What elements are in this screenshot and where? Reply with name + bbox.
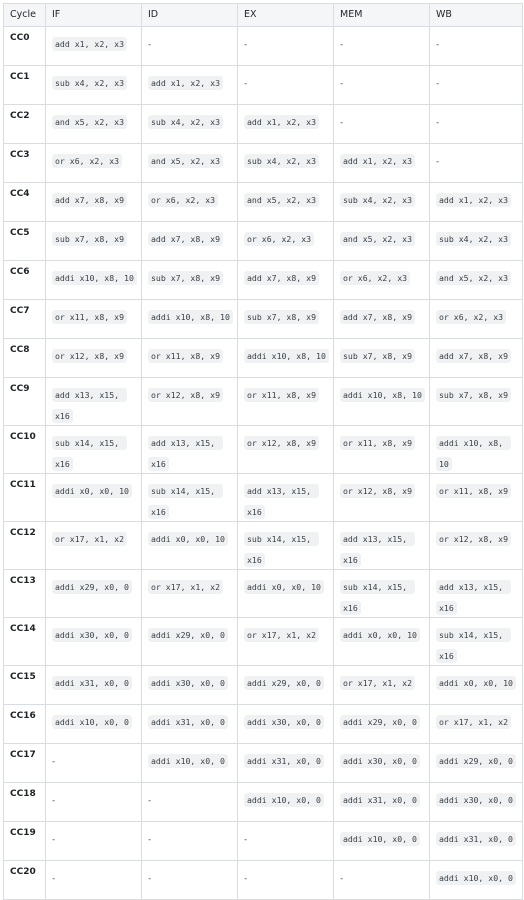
stage-cell-id bbox=[142, 783, 238, 822]
empty-stage: - bbox=[244, 79, 248, 89]
cycle-cell: CC5 bbox=[4, 222, 46, 261]
stage-cell-ex bbox=[238, 618, 334, 666]
stage-cell-ex bbox=[238, 183, 334, 222]
stage-cell-mem bbox=[334, 105, 430, 144]
empty-stage: - bbox=[52, 835, 56, 845]
stage-cell-ex bbox=[238, 426, 334, 474]
stage-cell-id bbox=[142, 300, 238, 339]
stage-cell-wb bbox=[430, 666, 523, 705]
instruction-code: sub x7, x8, x9 bbox=[436, 388, 511, 402]
table-row bbox=[4, 666, 523, 705]
stage-cell-if bbox=[46, 783, 142, 822]
cycle-cell: CC2 bbox=[4, 105, 46, 144]
instruction-code: or x11, x8, x9 bbox=[340, 436, 415, 450]
instruction-code: and x5, x2, x3 bbox=[340, 232, 415, 246]
empty-stage: - bbox=[436, 40, 440, 50]
stage-cell-mem bbox=[334, 222, 430, 261]
cycle-cell: CC8 bbox=[4, 339, 46, 378]
stage-cell-id bbox=[142, 105, 238, 144]
stage-cell-mem bbox=[334, 705, 430, 744]
instruction-code: add x13, x15, x16 bbox=[52, 388, 127, 423]
stage-cell-id bbox=[142, 744, 238, 783]
stage-cell-id bbox=[142, 822, 238, 861]
stage-cell-mem bbox=[334, 783, 430, 822]
empty-stage: - bbox=[52, 874, 56, 884]
instruction-code: add x1, x2, x3 bbox=[52, 37, 127, 51]
cycle-cell: CC4 bbox=[4, 183, 46, 222]
stage-cell-mem bbox=[334, 618, 430, 666]
stage-cell-if bbox=[46, 522, 142, 570]
instruction-code: sub x7, x8, x9 bbox=[52, 232, 127, 246]
stage-cell-ex bbox=[238, 261, 334, 300]
instruction-code: add x7, x8, x9 bbox=[244, 271, 319, 285]
instruction-code: and x5, x2, x3 bbox=[148, 154, 223, 168]
stage-cell-wb bbox=[430, 183, 523, 222]
instruction-code: or x17, x1, x2 bbox=[52, 532, 127, 546]
cycle-cell: CC9 bbox=[4, 378, 46, 426]
instruction-code: or x6, x2, x3 bbox=[340, 271, 410, 285]
instruction-code: or x11, x8, x9 bbox=[244, 388, 319, 402]
stage-cell-ex bbox=[238, 222, 334, 261]
stage-cell-mem bbox=[334, 66, 430, 105]
instruction-code: add x1, x2, x3 bbox=[436, 193, 511, 207]
stage-cell-if bbox=[46, 105, 142, 144]
stage-cell-if bbox=[46, 300, 142, 339]
empty-stage: - bbox=[436, 118, 440, 128]
instruction-code: addi x31, x0, 0 bbox=[148, 715, 228, 729]
stage-cell-if bbox=[46, 426, 142, 474]
stage-cell-if bbox=[46, 222, 142, 261]
instruction-code: add x13, x15, x16 bbox=[436, 580, 511, 615]
instruction-code: or x17, x1, x2 bbox=[148, 580, 223, 594]
cycle-cell: CC10 bbox=[4, 426, 46, 474]
stage-cell-if bbox=[46, 474, 142, 522]
table-row bbox=[4, 144, 523, 183]
table-row bbox=[4, 300, 523, 339]
stage-cell-mem bbox=[334, 822, 430, 861]
cycle-cell: CC11 bbox=[4, 474, 46, 522]
stage-cell-id bbox=[142, 666, 238, 705]
instruction-code: and x5, x2, x3 bbox=[436, 271, 511, 285]
empty-stage: - bbox=[52, 796, 56, 806]
table-row bbox=[4, 378, 523, 426]
empty-stage: - bbox=[244, 874, 248, 884]
pipeline-table-container bbox=[3, 3, 522, 900]
stage-cell-ex bbox=[238, 822, 334, 861]
table-row bbox=[4, 705, 523, 744]
instruction-code: or x12, x8, x9 bbox=[244, 436, 319, 450]
stage-cell-wb bbox=[430, 744, 523, 783]
table-row bbox=[4, 618, 523, 666]
column-header-id: ID bbox=[142, 4, 238, 27]
stage-cell-mem bbox=[334, 183, 430, 222]
empty-stage: - bbox=[436, 157, 440, 167]
instruction-code: addi x31, x0, 0 bbox=[436, 832, 516, 846]
stage-cell-id bbox=[142, 618, 238, 666]
instruction-code: addi x30, x0, 0 bbox=[436, 793, 516, 807]
instruction-code: sub x7, x8, x9 bbox=[148, 271, 223, 285]
instruction-code: addi x30, x0, 0 bbox=[340, 754, 420, 768]
stage-cell-ex bbox=[238, 300, 334, 339]
cycle-cell: CC1 bbox=[4, 66, 46, 105]
cycle-cell: CC12 bbox=[4, 522, 46, 570]
stage-cell-id bbox=[142, 222, 238, 261]
instruction-code: add x1, x2, x3 bbox=[340, 154, 415, 168]
empty-stage: - bbox=[340, 118, 344, 128]
stage-cell-wb bbox=[430, 222, 523, 261]
stage-cell-ex bbox=[238, 783, 334, 822]
table-row bbox=[4, 27, 523, 66]
instruction-code: or x12, x8, x9 bbox=[436, 532, 511, 546]
stage-cell-wb bbox=[430, 144, 523, 183]
stage-cell-id bbox=[142, 378, 238, 426]
instruction-code: sub x14, x15, x16 bbox=[244, 532, 319, 567]
stage-cell-if bbox=[46, 339, 142, 378]
instruction-code: add x13, x15, x16 bbox=[148, 436, 223, 471]
stage-cell-if bbox=[46, 261, 142, 300]
table-row bbox=[4, 744, 523, 783]
instruction-code: sub x14, x15, x16 bbox=[52, 436, 127, 471]
table-header-row bbox=[4, 4, 523, 27]
stage-cell-if bbox=[46, 666, 142, 705]
instruction-code: addi x29, x0, 0 bbox=[244, 676, 324, 690]
cycle-cell: CC0 bbox=[4, 27, 46, 66]
instruction-code: add x13, x15, x16 bbox=[244, 484, 319, 519]
stage-cell-mem bbox=[334, 522, 430, 570]
cycle-cell: CC19 bbox=[4, 822, 46, 861]
cycle-cell: CC14 bbox=[4, 618, 46, 666]
stage-cell-if bbox=[46, 183, 142, 222]
instruction-code: or x17, x1, x2 bbox=[340, 676, 415, 690]
table-body bbox=[4, 27, 523, 900]
table-row bbox=[4, 222, 523, 261]
stage-cell-wb bbox=[430, 27, 523, 66]
stage-cell-id bbox=[142, 861, 238, 900]
instruction-code: addi x10, x0, 0 bbox=[244, 793, 324, 807]
instruction-code: addi x10, x0, 0 bbox=[52, 715, 132, 729]
pipeline-table bbox=[3, 3, 523, 900]
cycle-cell: CC16 bbox=[4, 705, 46, 744]
table-row bbox=[4, 474, 523, 522]
instruction-code: or x6, x2, x3 bbox=[244, 232, 314, 246]
stage-cell-if bbox=[46, 570, 142, 618]
cycle-cell: CC6 bbox=[4, 261, 46, 300]
instruction-code: sub x4, x2, x3 bbox=[340, 193, 415, 207]
stage-cell-id bbox=[142, 183, 238, 222]
empty-stage: - bbox=[148, 835, 152, 845]
instruction-code: or x11, x8, x9 bbox=[148, 349, 223, 363]
stage-cell-mem bbox=[334, 570, 430, 618]
stage-cell-wb bbox=[430, 783, 523, 822]
instruction-code: or x6, x2, x3 bbox=[148, 193, 218, 207]
stage-cell-mem bbox=[334, 378, 430, 426]
stage-cell-mem bbox=[334, 861, 430, 900]
stage-cell-wb bbox=[430, 339, 523, 378]
instruction-code: or x17, x1, x2 bbox=[436, 715, 511, 729]
table-row bbox=[4, 66, 523, 105]
stage-cell-ex bbox=[238, 474, 334, 522]
empty-stage: - bbox=[340, 874, 344, 884]
stage-cell-wb bbox=[430, 618, 523, 666]
instruction-code: addi x29, x0, 0 bbox=[52, 580, 132, 594]
empty-stage: - bbox=[244, 835, 248, 845]
instruction-code: add x1, x2, x3 bbox=[148, 76, 223, 90]
instruction-code: addi x0, x0, 10 bbox=[244, 580, 324, 594]
stage-cell-wb bbox=[430, 522, 523, 570]
table-row bbox=[4, 261, 523, 300]
instruction-code: addi x30, x0, 0 bbox=[52, 628, 132, 642]
instruction-code: addi x31, x0, 0 bbox=[52, 676, 132, 690]
instruction-code: add x7, x8, x9 bbox=[436, 349, 511, 363]
stage-cell-ex bbox=[238, 66, 334, 105]
table-row bbox=[4, 822, 523, 861]
instruction-code: sub x4, x2, x3 bbox=[436, 232, 511, 246]
stage-cell-ex bbox=[238, 105, 334, 144]
instruction-code: addi x30, x0, 0 bbox=[148, 676, 228, 690]
stage-cell-id bbox=[142, 570, 238, 618]
cycle-cell: CC3 bbox=[4, 144, 46, 183]
stage-cell-ex bbox=[238, 339, 334, 378]
stage-cell-mem bbox=[334, 300, 430, 339]
instruction-code: or x6, x2, x3 bbox=[436, 310, 506, 324]
empty-stage: - bbox=[148, 796, 152, 806]
empty-stage: - bbox=[148, 874, 152, 884]
stage-cell-id bbox=[142, 261, 238, 300]
instruction-code: add x1, x2, x3 bbox=[244, 115, 319, 129]
stage-cell-ex bbox=[238, 522, 334, 570]
stage-cell-id bbox=[142, 426, 238, 474]
instruction-code: sub x14, x15, x16 bbox=[436, 628, 511, 663]
instruction-code: addi x30, x0, 0 bbox=[244, 715, 324, 729]
stage-cell-id bbox=[142, 144, 238, 183]
stage-cell-mem bbox=[334, 744, 430, 783]
instruction-code: addi x31, x0, 0 bbox=[244, 754, 324, 768]
instruction-code: addi x10, x8, 10 bbox=[436, 436, 511, 471]
instruction-code: and x5, x2, x3 bbox=[52, 115, 127, 129]
instruction-code: or x11, x8, x9 bbox=[436, 484, 511, 498]
column-header-wb: WB bbox=[430, 4, 523, 27]
empty-stage: - bbox=[52, 757, 56, 767]
instruction-code: sub x14, x15, x16 bbox=[340, 580, 415, 615]
stage-cell-id bbox=[142, 339, 238, 378]
instruction-code: addi x0, x0, 10 bbox=[52, 484, 132, 498]
stage-cell-ex bbox=[238, 378, 334, 426]
instruction-code: addi x10, x8, 10 bbox=[244, 349, 329, 363]
stage-cell-id bbox=[142, 705, 238, 744]
instruction-code: add x7, x8, x9 bbox=[52, 193, 127, 207]
stage-cell-wb bbox=[430, 426, 523, 474]
empty-stage: - bbox=[148, 40, 152, 50]
cycle-cell: CC7 bbox=[4, 300, 46, 339]
cycle-cell: CC17 bbox=[4, 744, 46, 783]
instruction-code: or x17, x1, x2 bbox=[244, 628, 319, 642]
table-row bbox=[4, 861, 523, 900]
instruction-code: addi x10, x8, 10 bbox=[148, 310, 233, 324]
instruction-code: addi x10, x8, 10 bbox=[340, 388, 425, 402]
instruction-code: addi x29, x0, 0 bbox=[148, 628, 228, 642]
table-row bbox=[4, 426, 523, 474]
column-header-ex: EX bbox=[238, 4, 334, 27]
instruction-code: or x12, x8, x9 bbox=[148, 388, 223, 402]
instruction-code: addi x31, x0, 0 bbox=[340, 793, 420, 807]
instruction-code: addi x0, x0, 10 bbox=[148, 532, 228, 546]
stage-cell-wb bbox=[430, 705, 523, 744]
stage-cell-ex bbox=[238, 27, 334, 66]
stage-cell-mem bbox=[334, 261, 430, 300]
instruction-code: sub x7, x8, x9 bbox=[340, 349, 415, 363]
instruction-code: add x7, x8, x9 bbox=[340, 310, 415, 324]
table-row bbox=[4, 339, 523, 378]
instruction-code: addi x10, x0, 0 bbox=[436, 871, 516, 885]
instruction-code: addi x10, x0, 0 bbox=[148, 754, 228, 768]
empty-stage: - bbox=[340, 79, 344, 89]
column-header-if: IF bbox=[46, 4, 142, 27]
stage-cell-id bbox=[142, 66, 238, 105]
instruction-code: sub x4, x2, x3 bbox=[148, 115, 223, 129]
column-header-cycle: Cycle bbox=[4, 4, 46, 27]
stage-cell-mem bbox=[334, 426, 430, 474]
stage-cell-if bbox=[46, 822, 142, 861]
stage-cell-mem bbox=[334, 339, 430, 378]
stage-cell-if bbox=[46, 705, 142, 744]
instruction-code: addi x10, x0, 0 bbox=[340, 832, 420, 846]
table-row bbox=[4, 105, 523, 144]
cycle-cell: CC13 bbox=[4, 570, 46, 618]
stage-cell-wb bbox=[430, 261, 523, 300]
stage-cell-if bbox=[46, 861, 142, 900]
stage-cell-wb bbox=[430, 105, 523, 144]
table-row bbox=[4, 522, 523, 570]
stage-cell-ex bbox=[238, 705, 334, 744]
stage-cell-ex bbox=[238, 666, 334, 705]
cycle-cell: CC18 bbox=[4, 783, 46, 822]
stage-cell-wb bbox=[430, 861, 523, 900]
stage-cell-if bbox=[46, 66, 142, 105]
instruction-code: addi x0, x0, 10 bbox=[436, 676, 516, 690]
stage-cell-id bbox=[142, 522, 238, 570]
instruction-code: add x13, x15, x16 bbox=[340, 532, 415, 567]
column-header-mem: MEM bbox=[334, 4, 430, 27]
stage-cell-ex bbox=[238, 744, 334, 783]
stage-cell-wb bbox=[430, 822, 523, 861]
stage-cell-ex bbox=[238, 144, 334, 183]
stage-cell-id bbox=[142, 27, 238, 66]
table-row bbox=[4, 783, 523, 822]
stage-cell-wb bbox=[430, 474, 523, 522]
empty-stage: - bbox=[244, 40, 248, 50]
instruction-code: or x11, x8, x9 bbox=[52, 310, 127, 324]
stage-cell-id bbox=[142, 474, 238, 522]
stage-cell-ex bbox=[238, 570, 334, 618]
cycle-cell: CC20 bbox=[4, 861, 46, 900]
instruction-code: and x5, x2, x3 bbox=[244, 193, 319, 207]
stage-cell-wb bbox=[430, 378, 523, 426]
instruction-code: or x12, x8, x9 bbox=[340, 484, 415, 498]
stage-cell-if bbox=[46, 144, 142, 183]
instruction-code: sub x7, x8, x9 bbox=[244, 310, 319, 324]
instruction-code: sub x4, x2, x3 bbox=[244, 154, 319, 168]
instruction-code: sub x14, x15, x16 bbox=[148, 484, 223, 519]
stage-cell-wb bbox=[430, 570, 523, 618]
stage-cell-mem bbox=[334, 144, 430, 183]
instruction-code: addi x10, x8, 10 bbox=[52, 271, 137, 285]
instruction-code: or x12, x8, x9 bbox=[52, 349, 127, 363]
empty-stage: - bbox=[340, 40, 344, 50]
instruction-code: or x6, x2, x3 bbox=[52, 154, 122, 168]
empty-stage: - bbox=[436, 79, 440, 89]
table-row bbox=[4, 183, 523, 222]
instruction-code: addi x0, x0, 10 bbox=[340, 628, 420, 642]
instruction-code: addi x29, x0, 0 bbox=[436, 754, 516, 768]
stage-cell-if bbox=[46, 744, 142, 783]
stage-cell-wb bbox=[430, 300, 523, 339]
instruction-code: sub x4, x2, x3 bbox=[52, 76, 127, 90]
cycle-cell: CC15 bbox=[4, 666, 46, 705]
stage-cell-wb bbox=[430, 66, 523, 105]
instruction-code: addi x29, x0, 0 bbox=[340, 715, 420, 729]
stage-cell-if bbox=[46, 618, 142, 666]
table-row bbox=[4, 570, 523, 618]
stage-cell-mem bbox=[334, 27, 430, 66]
stage-cell-if bbox=[46, 378, 142, 426]
stage-cell-mem bbox=[334, 474, 430, 522]
stage-cell-ex bbox=[238, 861, 334, 900]
instruction-code: add x7, x8, x9 bbox=[148, 232, 223, 246]
stage-cell-mem bbox=[334, 666, 430, 705]
stage-cell-if bbox=[46, 27, 142, 66]
